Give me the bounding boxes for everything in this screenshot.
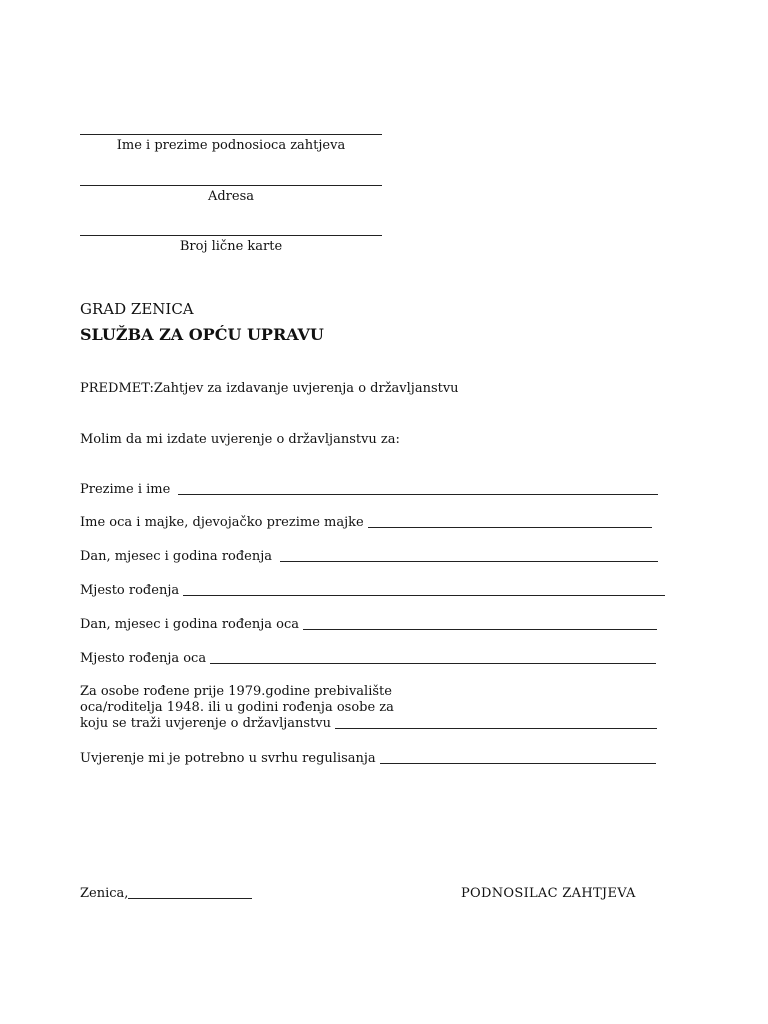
signature-label: PODNOSILAC ZAHTJEVA (461, 886, 636, 901)
applicant-name-line[interactable] (80, 134, 382, 135)
field-birth-date (80, 549, 658, 565)
fill-line[interactable] (368, 527, 652, 528)
footer-place (80, 886, 252, 902)
field-label: Mjesto rođenja oca (80, 651, 207, 666)
field-label: Ime oca i majke, djevojačko prezime majke (80, 515, 364, 530)
fill-line[interactable] (280, 561, 658, 562)
place-label: Zenica, (80, 886, 129, 901)
field-label: Mjesto rođenja (80, 583, 180, 598)
field-label: koju se traži uvjerenje o državljanstvu (80, 716, 332, 731)
fill-line[interactable] (303, 629, 657, 630)
applicant-name-label: Ime i prezime podnosioca zahtjeva (116, 138, 346, 153)
field-parents (80, 515, 652, 531)
residence-label-line1: Za osobe rođene prije 1979.godine prebivalište (80, 684, 392, 699)
fill-line[interactable] (210, 663, 656, 664)
field-residence (80, 716, 657, 732)
field-purpose (80, 751, 656, 767)
address-label: Adresa (207, 189, 255, 204)
field-father-birth-date (80, 617, 657, 633)
fill-line[interactable] (335, 728, 657, 729)
id-card-label: Broj lične karte (179, 239, 283, 254)
id-card-line[interactable] (80, 235, 382, 236)
fill-line[interactable] (178, 494, 658, 495)
date-fill-line[interactable] (128, 898, 252, 899)
field-label: Dan, mjesec i godina rođenja oca (80, 617, 300, 632)
subject-text: Zahtjev za izdavanje uvjerenja o državljanstvu (153, 381, 459, 396)
subject-line (80, 381, 459, 397)
address-line[interactable] (80, 185, 382, 186)
subject-prefix: PREDMET: (80, 381, 154, 396)
residence-label-line2: oca/roditelja 1948. ili u godini rođenja osobe za (80, 700, 394, 715)
field-surname-name (80, 482, 658, 498)
fill-line[interactable] (183, 595, 665, 596)
authority-service: SLUŽBA ZA OPĆU UPRAVU (80, 325, 324, 344)
fill-line[interactable] (380, 763, 656, 764)
field-father-birth-place (80, 651, 656, 667)
field-birth-place (80, 583, 665, 599)
request-text: Molim da mi izdate uvjerenje o državljanstvu za: (80, 432, 400, 447)
field-label: Uvjerenje mi je potrebno u svrhu regulisanja (80, 751, 376, 766)
authority-city: GRAD ZENICA (80, 300, 194, 318)
field-label: Prezime i ime (80, 482, 171, 497)
field-label: Dan, mjesec i godina rođenja (80, 549, 273, 564)
